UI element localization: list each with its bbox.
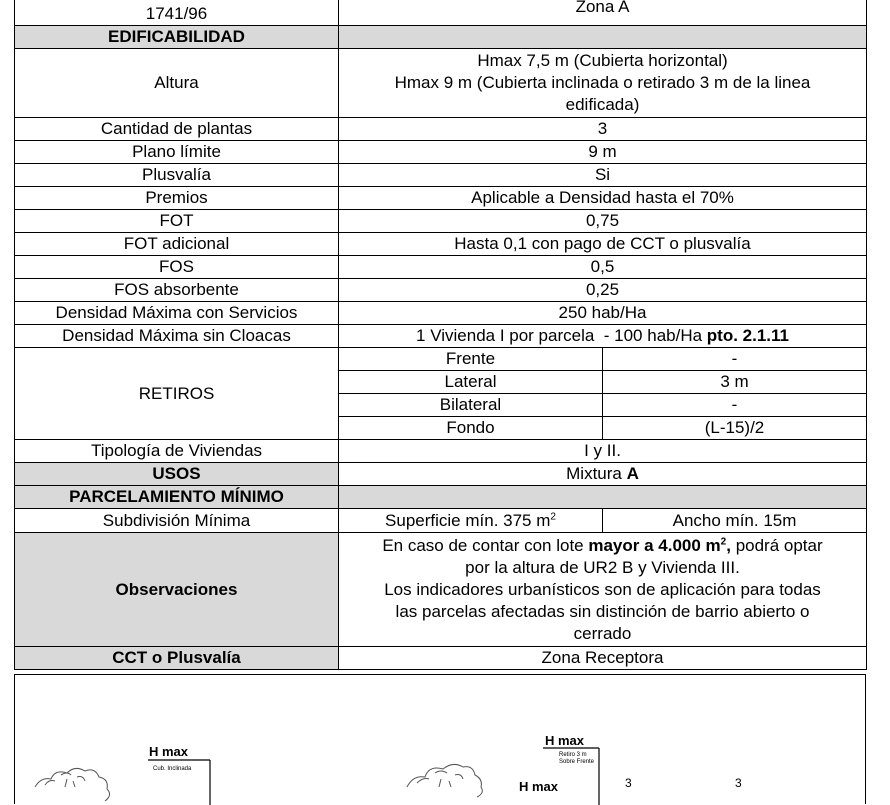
table-row <box>15 647 867 670</box>
table-row <box>15 26 867 49</box>
obs-l1-comma: , <box>726 535 731 555</box>
retiros-label: RETIROS <box>15 348 339 440</box>
tree-right-icon <box>407 764 482 797</box>
table-row <box>15 486 867 509</box>
sin-cloacas-text: 1 Vivienda I por parcela - 100 hab/Ha <box>416 326 707 345</box>
table-row <box>15 49 867 118</box>
section-fill <box>339 486 867 509</box>
row-value: 250 hab/Ha <box>339 302 867 325</box>
top-value: Zona A <box>339 0 867 26</box>
cct-value: Zona Receptora <box>339 647 867 670</box>
table-row <box>15 164 867 187</box>
obs-line <box>343 535 862 557</box>
row-label: Plano límite <box>15 141 339 164</box>
subdivision-superficie <box>339 509 603 533</box>
retiro-value: - <box>603 394 867 417</box>
table-row <box>15 256 867 279</box>
altura-line: edificada) <box>565 95 640 114</box>
table-row <box>15 233 867 256</box>
right-hmax-label-2: H max <box>519 779 559 794</box>
obs-l1-suffix: podrá optar <box>730 535 823 555</box>
usos-label: USOS <box>15 463 339 486</box>
row-label: FOT <box>15 210 339 233</box>
diagram-number: 3 <box>625 776 632 790</box>
sin-cloacas-ref: pto. 2.1.11 <box>706 326 789 345</box>
altura-line: Hmax 7,5 m (Cubierta horizontal) <box>477 51 728 70</box>
table-row <box>15 210 867 233</box>
table-row <box>15 463 867 486</box>
subdivision-label: Subdivisión Mínima <box>15 509 339 533</box>
row-label: Premios <box>15 187 339 210</box>
observaciones-label: Observaciones <box>15 533 339 647</box>
tipologia-value: I y II. <box>339 440 867 463</box>
obs-l1-prefix: En caso de contar con lote <box>382 535 589 555</box>
retiro-value: (L-15)/2 <box>603 417 867 440</box>
row-label: Densidad Máxima con Servicios <box>15 302 339 325</box>
row-value: 0,5 <box>339 256 867 279</box>
superficie-sup: 2 <box>550 510 556 522</box>
section-edificabilidad: EDIFICABILIDAD <box>15 26 339 49</box>
retiro-value: 3 m <box>603 371 867 394</box>
table-row <box>15 279 867 302</box>
tipologia-label: Tipología de Viviendas <box>15 440 339 463</box>
row-value: Hasta 0,1 con pago de CCT o plusvalía <box>339 233 867 256</box>
table-row <box>15 509 867 533</box>
obs-line: cerrado <box>573 623 632 643</box>
altura-line: Hmax 9 m (Cubierta inclinada o retirado 3 m de la linea <box>394 73 811 92</box>
row-label: FOS <box>15 256 339 279</box>
row-value: Si <box>339 164 867 187</box>
altura-value <box>339 49 867 118</box>
observaciones-value <box>339 533 867 647</box>
height-diagram <box>15 675 867 805</box>
right-hmax-label: H max <box>545 733 585 748</box>
row-value: 0,25 <box>339 279 867 302</box>
sin-cloacas-label: Densidad Máxima sin Cloacas <box>15 325 339 348</box>
row-label: Plusvalía <box>15 164 339 187</box>
usos-value <box>339 463 867 486</box>
row-label: FOT adicional <box>15 233 339 256</box>
obs-l1-bold: mayor a 4.000 m <box>588 535 721 555</box>
altura-label: Altura <box>15 49 339 118</box>
sin-cloacas-value <box>339 325 867 348</box>
left-hmax-label: H max <box>149 744 189 759</box>
table-row <box>15 118 867 141</box>
top-label: 1741/96 <box>15 0 339 26</box>
table-row <box>15 533 867 647</box>
right-hmax-sub1: Retiro 3 m <box>559 752 587 758</box>
obs-l1-sup: 2 <box>720 535 727 547</box>
right-hmax-sub2: Sobre Frente <box>559 759 595 765</box>
section-fill <box>339 26 867 49</box>
obs-line: por la altura de UR2 B y Vivienda III. <box>465 557 740 577</box>
obs-line: las parcelas afectadas sin distinción de barrio abierto o <box>395 601 810 621</box>
retiro-name: Lateral <box>339 371 603 394</box>
left-hmax-sub: Cub. Inclinada <box>153 766 192 772</box>
section-parcelamiento: PARCELAMIENTO MÍNIMO <box>15 486 339 509</box>
retiro-name: Fondo <box>339 417 603 440</box>
row-label: FOS absorbente <box>15 279 339 302</box>
usos-text: Mixtura <box>566 464 627 483</box>
table-row <box>15 440 867 463</box>
diagram-number: 3 <box>735 776 742 790</box>
superficie-text: Superficie mín. 375 m <box>385 510 551 530</box>
row-value: 3 <box>339 118 867 141</box>
usos-letter: A <box>626 464 639 483</box>
row-value: Aplicable a Densidad hasta el 70% <box>339 187 867 210</box>
row-value: 9 m <box>339 141 867 164</box>
table-row <box>15 325 867 348</box>
zoning-table <box>14 0 867 670</box>
retiro-value: - <box>603 348 867 371</box>
table-row <box>15 302 867 325</box>
retiro-name: Frente <box>339 348 603 371</box>
cct-label: CCT o Plusvalía <box>15 647 339 670</box>
table-row <box>15 141 867 164</box>
row-value: 0,75 <box>339 210 867 233</box>
table-row <box>15 348 867 371</box>
table-row <box>15 187 867 210</box>
table-row <box>15 0 867 26</box>
retiro-name: Bilateral <box>339 394 603 417</box>
obs-line: Los indicadores urbanísticos son de aplicación para todas <box>384 579 821 599</box>
subdivision-ancho: Ancho mín. 15m <box>603 509 867 533</box>
zoning-table-wrapper <box>14 0 866 670</box>
row-label: Cantidad de plantas <box>15 118 339 141</box>
